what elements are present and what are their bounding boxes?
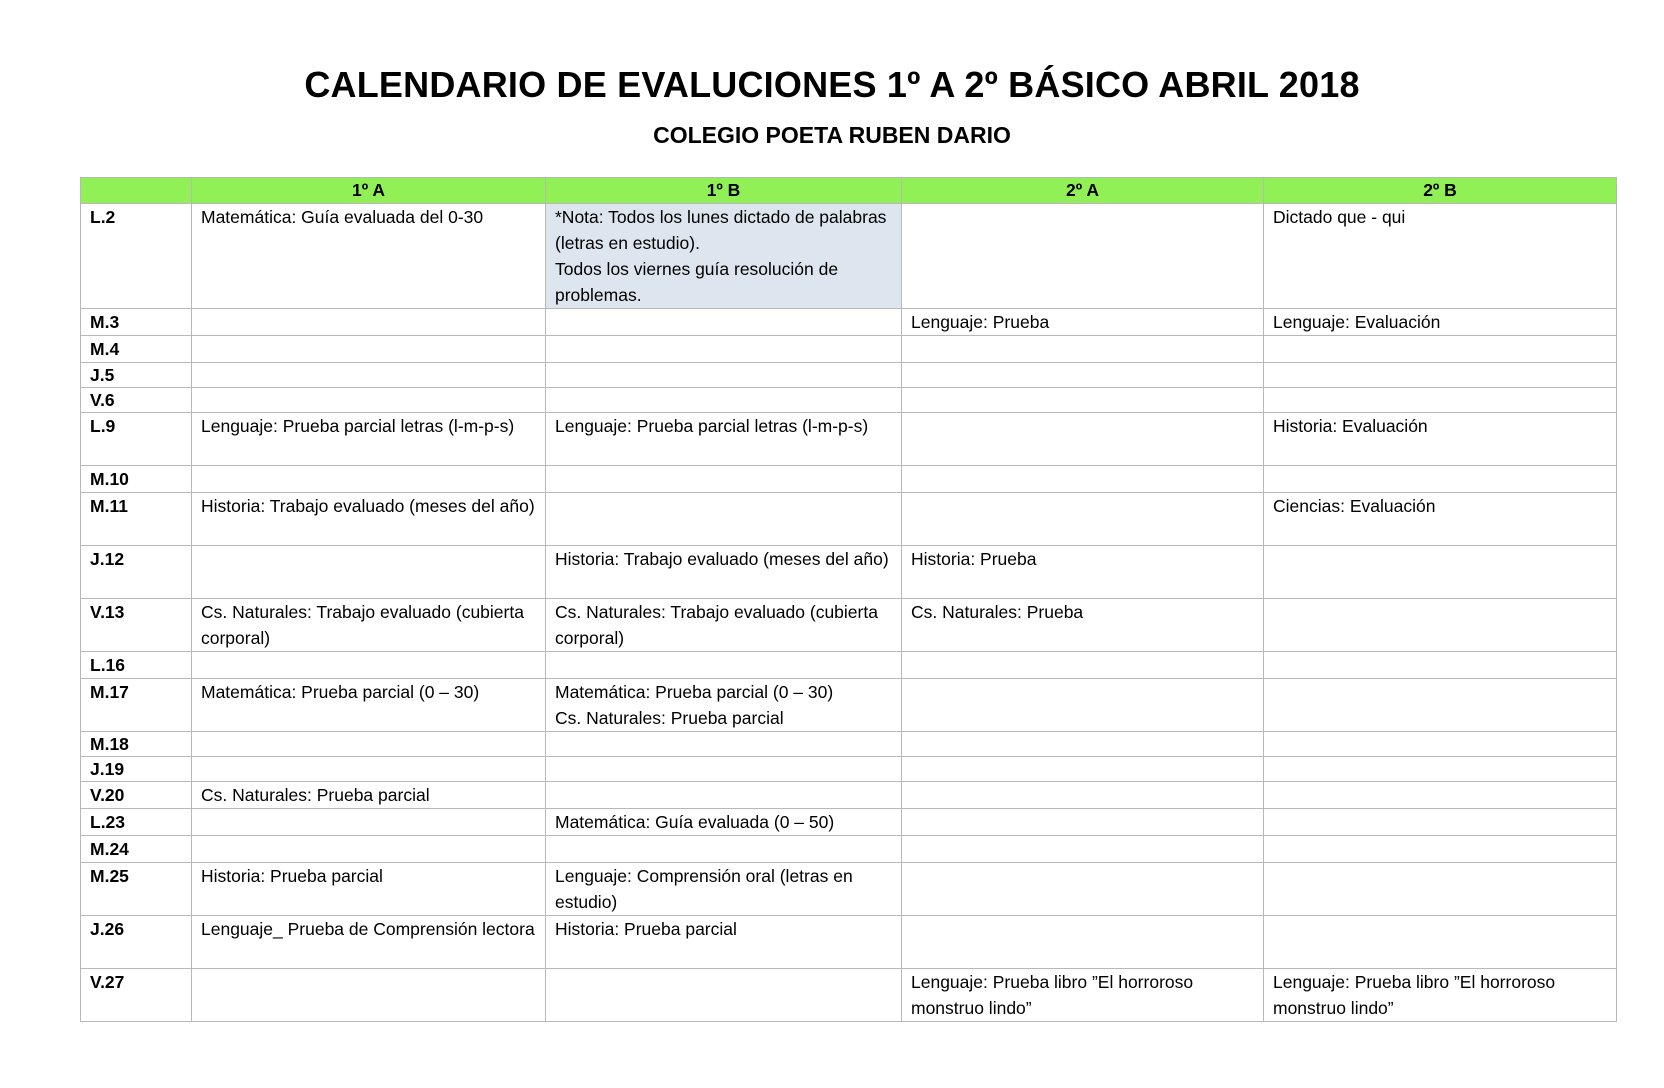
table-row [81, 599, 1617, 652]
header-1a: 1º A [192, 178, 546, 204]
cell-1a [192, 969, 546, 1022]
table-row [81, 466, 1617, 493]
cell-1b [546, 836, 902, 863]
cell-2a [902, 782, 1264, 809]
cell-1a: Lenguaje: Prueba parcial letras (l-m-p-s) [192, 413, 546, 466]
day-cell: M.17 [81, 679, 192, 732]
cell-2a [902, 757, 1264, 782]
cell-2a [902, 652, 1264, 679]
table-row [81, 363, 1617, 388]
day-cell: V.27 [81, 969, 192, 1022]
cell-1a [192, 809, 546, 836]
cell-1a [192, 466, 546, 493]
table-row [81, 836, 1617, 863]
cell-1b [546, 732, 902, 757]
cell-line: Cs. Naturales: Prueba parcial [555, 708, 784, 728]
day-cell: L.23 [81, 809, 192, 836]
cell-1b [546, 782, 902, 809]
cell-2b [1264, 466, 1617, 493]
table-header-row [81, 178, 1617, 204]
cell-2a [902, 413, 1264, 466]
day-cell: M.3 [81, 309, 192, 336]
table-row [81, 493, 1617, 546]
cell-2a: Historia: Prueba [902, 546, 1264, 599]
table-row [81, 546, 1617, 599]
day-cell: L.2 [81, 204, 192, 309]
cell-1a [192, 836, 546, 863]
cell-2b [1264, 336, 1617, 363]
cell-1b [546, 969, 902, 1022]
cell-1b: Historia: Trabajo evaluado (meses del año) [546, 546, 902, 599]
table-row [81, 969, 1617, 1022]
cell-1b: Lenguaje: Prueba parcial letras (l-m-p-s) [546, 413, 902, 466]
cell-1a [192, 546, 546, 599]
cell-1a [192, 757, 546, 782]
cell-2a [902, 363, 1264, 388]
cell-2a [902, 916, 1264, 969]
day-cell: M.10 [81, 466, 192, 493]
cell-1b: Lenguaje: Comprensión oral (letras en estudio) [546, 863, 902, 916]
cell-2a [902, 493, 1264, 546]
day-cell: M.25 [81, 863, 192, 916]
day-cell: L.16 [81, 652, 192, 679]
cell-2a [902, 732, 1264, 757]
table-row [81, 809, 1617, 836]
cell-2a: Cs. Naturales: Prueba [902, 599, 1264, 652]
page-subtitle: COLEGIO POETA RUBEN DARIO [653, 122, 1011, 148]
cell-2a [902, 388, 1264, 413]
cell-2a: Lenguaje: Prueba [902, 309, 1264, 336]
header-1b: 1º B [546, 178, 902, 204]
cell-2b [1264, 863, 1617, 916]
cell-1a: Historia: Trabajo evaluado (meses del año) [192, 493, 546, 546]
cell-1a: Matemática: Prueba parcial (0 – 30) [192, 679, 546, 732]
day-cell: M.11 [81, 493, 192, 546]
cell-1b: Cs. Naturales: Trabajo evaluado (cubierta corporal) [546, 599, 902, 652]
cell-2b [1264, 363, 1617, 388]
table-row [81, 863, 1617, 916]
cell-1b [546, 757, 902, 782]
cell-2b [1264, 599, 1617, 652]
day-cell: J.12 [81, 546, 192, 599]
cell-2b [1264, 809, 1617, 836]
cell-2b [1264, 679, 1617, 732]
cell-2b [1264, 916, 1617, 969]
cell-1a: Matemática: Guía evaluada del 0-30 [192, 204, 546, 309]
note-cell-1b [546, 204, 902, 309]
cell-2a [902, 809, 1264, 836]
cell-2a [902, 466, 1264, 493]
table-row [81, 679, 1617, 732]
day-cell: V.13 [81, 599, 192, 652]
cell-2a [902, 336, 1264, 363]
cell-2b: Dictado que - qui [1264, 204, 1617, 309]
cell-2a [902, 204, 1264, 309]
evaluation-calendar-table [80, 177, 1617, 1022]
table-row [81, 652, 1617, 679]
cell-1b [546, 363, 902, 388]
cell-2b [1264, 757, 1617, 782]
cell-2b [1264, 836, 1617, 863]
cell-1b [546, 336, 902, 363]
cell-2a [902, 863, 1264, 916]
header-2a: 2º A [902, 178, 1264, 204]
day-cell: V.20 [81, 782, 192, 809]
cell-1a: Historia: Prueba parcial [192, 863, 546, 916]
cell-2a [902, 836, 1264, 863]
cell-1a: Cs. Naturales: Trabajo evaluado (cubierta corporal) [192, 599, 546, 652]
day-cell: L.9 [81, 413, 192, 466]
table-row [81, 336, 1617, 363]
table-row [81, 204, 1617, 309]
table-row [81, 757, 1617, 782]
day-cell: M.4 [81, 336, 192, 363]
cell-1b: Historia: Prueba parcial [546, 916, 902, 969]
cell-1a [192, 388, 546, 413]
cell-2b: Historia: Evaluación [1264, 413, 1617, 466]
day-cell: M.24 [81, 836, 192, 863]
table-row [81, 388, 1617, 413]
cell-1a [192, 336, 546, 363]
note-line: *Nota: Todos los lunes dictado de palabras (letras en estudio). [555, 207, 887, 253]
table-row [81, 413, 1617, 466]
header-day [81, 178, 192, 204]
day-cell: M.18 [81, 732, 192, 757]
cell-1b: Matemática: Guía evaluada (0 – 50) [546, 809, 902, 836]
cell-2a: Lenguaje: Prueba libro ”El horroroso monstruo lindo” [902, 969, 1264, 1022]
cell-2b [1264, 652, 1617, 679]
cell-2b [1264, 546, 1617, 599]
cell-1b [546, 652, 902, 679]
day-cell: J.19 [81, 757, 192, 782]
table-row [81, 732, 1617, 757]
cell-1b [546, 388, 902, 413]
cell-2a [902, 679, 1264, 732]
day-cell: J.26 [81, 916, 192, 969]
note-line: Todos los viernes guía resolución de problemas. [555, 259, 839, 305]
cell-1a [192, 363, 546, 388]
cell-line: Matemática: Prueba parcial (0 – 30) [555, 682, 834, 702]
cell-1a: Cs. Naturales: Prueba parcial [192, 782, 546, 809]
cell-2b [1264, 782, 1617, 809]
day-cell: J.5 [81, 363, 192, 388]
cell-2b: Lenguaje: Prueba libro ”El horroroso monstruo lindo” [1264, 969, 1617, 1022]
cell-2b [1264, 732, 1617, 757]
cell-1a [192, 309, 546, 336]
cell-1b [546, 493, 902, 546]
cell-1b [546, 679, 902, 732]
cell-1a [192, 652, 546, 679]
table-row [81, 309, 1617, 336]
cell-1a: Lenguaje_ Prueba de Comprensión lectora [192, 916, 546, 969]
cell-1b [546, 466, 902, 493]
table-row [81, 916, 1617, 969]
day-cell: V.6 [81, 388, 192, 413]
page-title: CALENDARIO DE EVALUCIONES 1º A 2º BÁSICO ABRIL 2018 [304, 64, 1360, 105]
header-2b: 2º B [1264, 178, 1617, 204]
cell-1a [192, 732, 546, 757]
cell-2b: Ciencias: Evaluación [1264, 493, 1617, 546]
cell-2b [1264, 388, 1617, 413]
cell-2b: Lenguaje: Evaluación [1264, 309, 1617, 336]
table-row [81, 782, 1617, 809]
cell-1b [546, 309, 902, 336]
